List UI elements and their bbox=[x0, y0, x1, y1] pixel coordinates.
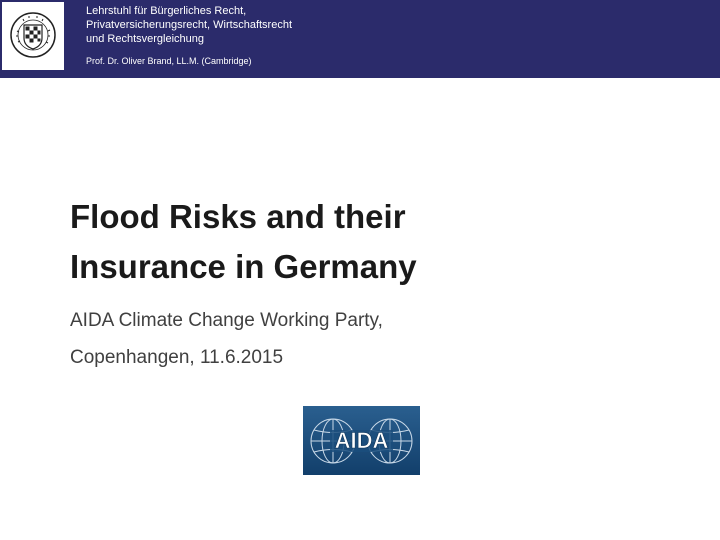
slide-subtitle-line: AIDA Climate Change Working Party, bbox=[70, 310, 383, 331]
slide-title-line: Insurance in Germany bbox=[70, 248, 417, 285]
aida-logo-text: AIDA bbox=[334, 428, 389, 453]
chair-name-line: und Rechtsvergleichung bbox=[86, 33, 205, 45]
slide-subtitle-line: Copenhangen, 11.6.2015 bbox=[70, 347, 284, 368]
professor-name: Prof. Dr. Oliver Brand, LL.M. (Cambridge) bbox=[86, 56, 252, 66]
slide-title bbox=[70, 192, 417, 292]
slide-subtitle bbox=[70, 302, 383, 376]
chair-name-line: Lehrstuhl für Bürgerliches Recht, bbox=[86, 5, 247, 17]
aida-logo-icon bbox=[303, 406, 420, 475]
university-seal-icon bbox=[9, 11, 57, 59]
chair-name bbox=[86, 4, 292, 46]
header-banner bbox=[0, 0, 720, 78]
university-seal bbox=[2, 2, 64, 70]
aida-logo bbox=[303, 406, 420, 475]
chair-name-line: Privatversicherungsrecht, Wirtschaftsrecht bbox=[86, 19, 293, 31]
slide-title-line: Flood Risks and their bbox=[70, 198, 406, 235]
